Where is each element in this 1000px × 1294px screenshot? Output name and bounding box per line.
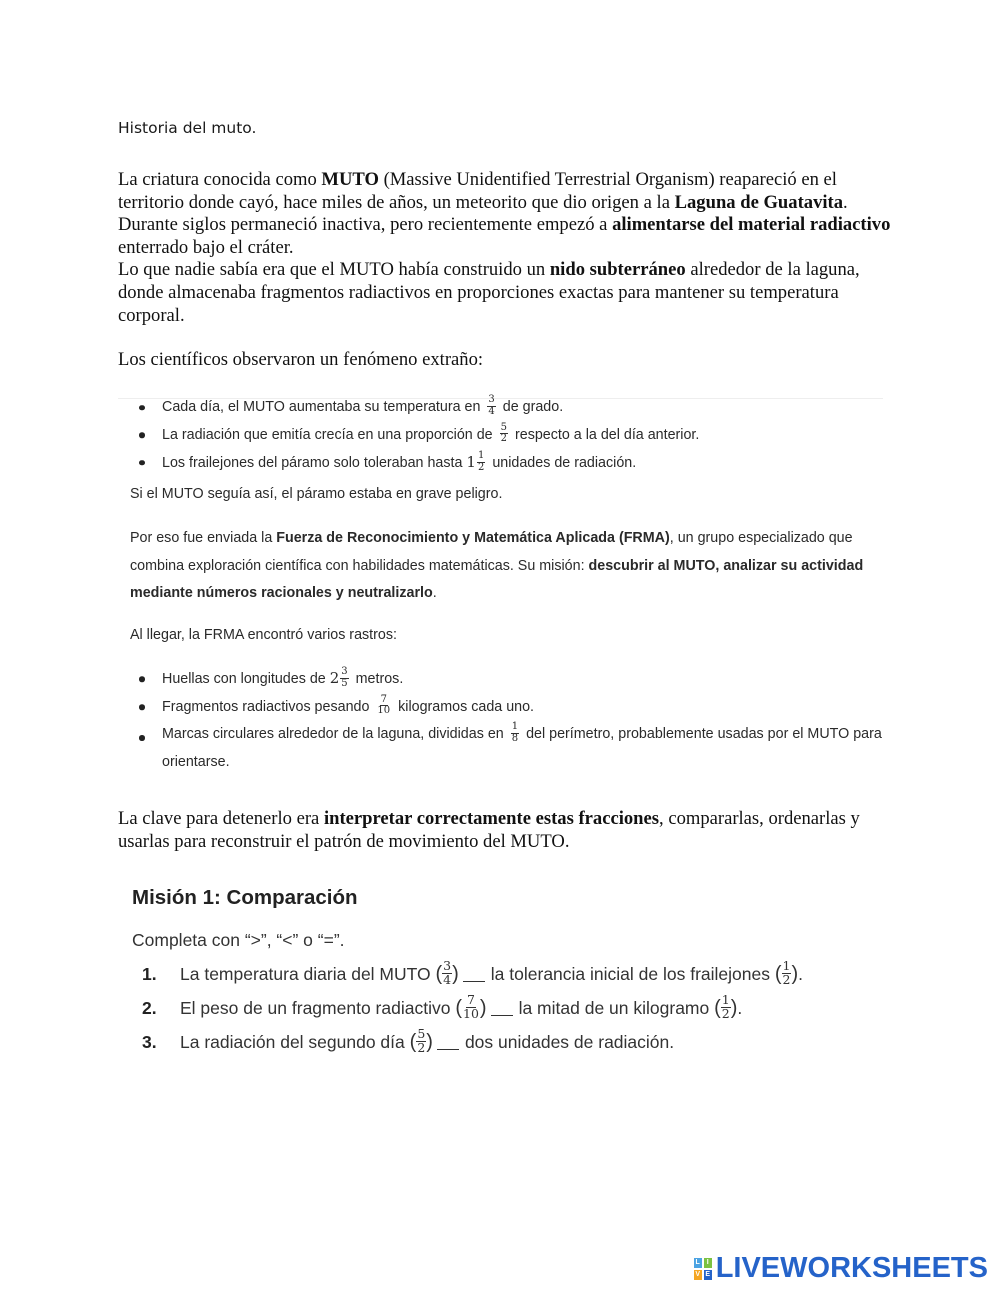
warning-text: Si el MUTO seguía así, el páramo estaba en grave peligro. [130, 486, 503, 502]
page-title: Historia del muto. [118, 119, 257, 137]
answer-blank[interactable] [463, 966, 485, 982]
list-item: La radiación que emitía crecía en una proporción de $\frac{5}{2}$ respecto a la del día anterior. [130, 422, 890, 450]
mission-title: Misión 1: Comparación [132, 886, 358, 909]
liveworksheets-logo [694, 1252, 988, 1285]
key-paragraph: La clave para detenerlo era interpretar correctamente estas fracciones, compararlas, ordenarlas y usarlas para reconstruir el patrón de movimiento del MUTO. [118, 808, 860, 852]
fraction: $\frac{1}{8}$ [511, 721, 519, 744]
intro-text [118, 169, 893, 327]
observation-intro: Los científicos observaron un fenómeno extraño: [118, 349, 484, 370]
observations-list [130, 394, 890, 477]
list-item: Fragmentos radiactivos pesando $\frac{7}{10}$ kilogramos cada uno. [130, 694, 890, 722]
mission-item: 2. El peso de un fragmento radiactivo ( $\frac{7}{10}$ ) la mitad de un kilogramo ( $\frac{1}{2}$ ) . [142, 992, 743, 1021]
mission-items [132, 957, 892, 1059]
fraction: $\frac{1}{2}$ [721, 992, 730, 1021]
fraction: $\frac{3}{4}$ [443, 958, 452, 987]
logo-icon [694, 1258, 712, 1280]
fraction: $\frac{1}{2}$ [477, 450, 485, 473]
logo-text: LIVEWORKSHEETS [715, 1252, 988, 1284]
logo-letter: I [704, 1258, 712, 1268]
intro-paragraph-1: La criatura conocida como MUTO (Massive Unidentified Terrestrial Organism) reapareció en el territorio donde cayó, hace miles de años, un meteorito que dio origen a la Laguna de Guatavita. Durante siglos permaneció inactiva, pero recientemente empezó a alimentarse del material radiactivo enterrado bajo el cráter. [118, 169, 891, 258]
fraction: $\frac{1}{2}$ [782, 958, 791, 987]
mission-item: 3. La radiación del segundo día ( $\frac{5}{2}$ ) dos unidades de radiación . [142, 1026, 675, 1055]
fraction: $\frac{3}{5}$ [341, 666, 348, 689]
mission-section [132, 886, 892, 1059]
list-item: Los frailejones del páramo solo toleraban hasta 1 $\frac{1}{2}$ unidades de radiación. [130, 449, 890, 477]
list-item: Marcas circulares alrededor de la laguna, divididas en $\frac{1}{8}$ del perímetro, probablemente usadas por el MUTO para orientarse. [130, 721, 890, 776]
fraction: $\frac{7}{10}$ [377, 693, 391, 717]
answer-blank[interactable] [491, 1000, 513, 1016]
list-item: Cada día, el MUTO aumentaba su temperatura en $\frac{3}{4}$ de grado. [130, 394, 890, 422]
fraction: $\frac{5}{2}$ [500, 421, 507, 445]
intro-paragraph-2: Lo que nadie sabía era que el MUTO había construido un nido subterráneo alrededor de la laguna, donde almacenaba fragmentos radiactivos en proporciones exactas para mantener su temperatura corporal. [118, 259, 860, 326]
fraction: $\frac{3}{4}$ [488, 394, 495, 417]
fraction: $\frac{7}{10}$ [463, 992, 479, 1021]
logo-letter: V [695, 1270, 701, 1278]
frma-text: Por eso fue enviada la Fuerza de Reconocimiento y Matemática Aplicada (FRMA), un grupo especializado que combina exploración científica con habilidades matemáticas. Su misión: descubrir al MUTO, analizar su actividad mediante números racionales y neutralizarlo. [130, 530, 864, 601]
mission-instruction: Completa con “>”, “<” o “=”. [132, 930, 345, 950]
arrival-text: Al llegar, la FRMA encontró varios rastros: [130, 627, 397, 643]
answer-blank[interactable] [437, 1034, 459, 1050]
fraction: $\frac{5}{2}$ [417, 1026, 426, 1055]
traces-list [130, 665, 890, 776]
logo-letter: E [705, 1270, 711, 1278]
list-item: Huellas con longitudes de 2 $\frac{3}{5}$ metros. [130, 665, 890, 694]
mission-item: 1. La temperatura diaria del MUTO ( $\frac{3}{4}$ ) la tolerancia inicial de los frailejones ( $\frac{1}{2}$ ) . [142, 958, 804, 987]
logo-letter: L [695, 1258, 700, 1266]
